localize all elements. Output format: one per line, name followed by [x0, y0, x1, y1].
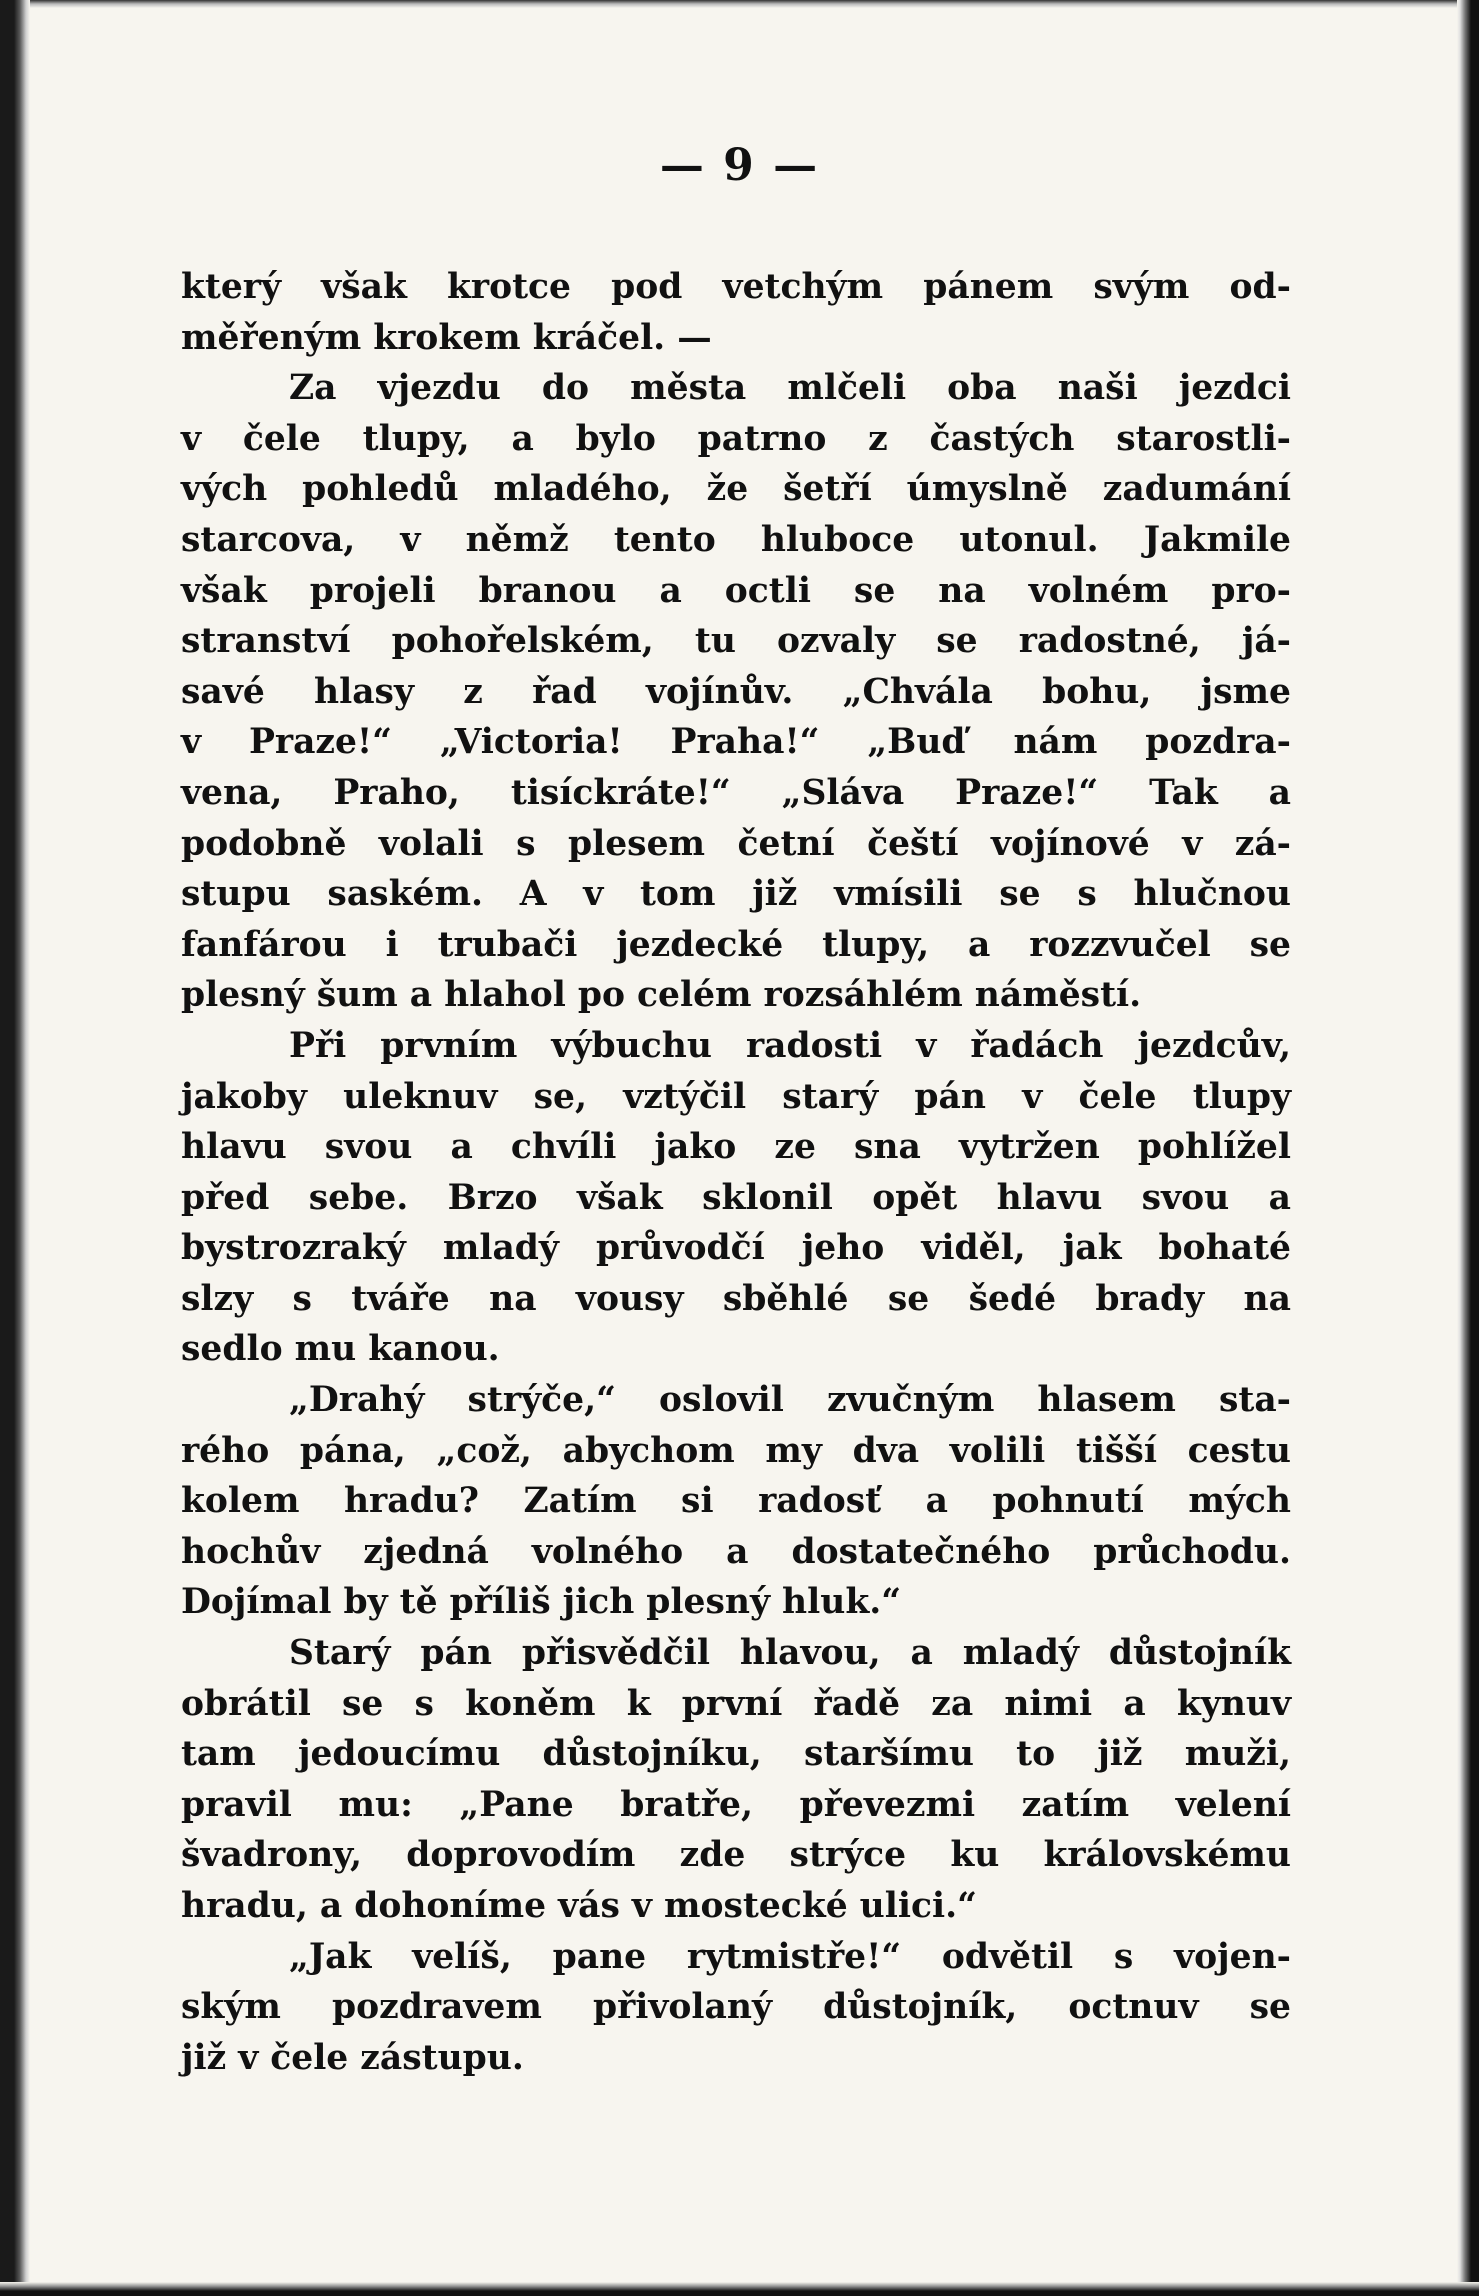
text-line: plesný šum a hlahol po celém rozsáhlém náměstí. — [181, 975, 1142, 1016]
text-line: stupu saském. A v tom již vmísili se s hlučnou — [181, 874, 1291, 915]
text-line: v Praze!“ „Victoria! Praha!“ „Buď nám pozdra- — [181, 722, 1291, 763]
text-line: tam jedoucímu důstojníku, staršímu to již muži, — [181, 1734, 1291, 1775]
text-line: měřeným krokem kráčel. — — [181, 317, 712, 358]
text-line: již v čele zástupu. — [181, 2037, 524, 2078]
text-line: hlavu svou a chvíli jako ze sna vytržen pohlížel — [181, 1127, 1291, 1168]
text-line: sedlo mu kanou. — [181, 1329, 500, 1370]
scan-edge-top — [0, 0, 1479, 8]
text-line: bystrozraký mladý průvodčí jeho viděl, jak bohaté — [181, 1228, 1291, 1269]
text-line: vých pohledů mladého, že šetří úmyslně zadumání — [181, 469, 1291, 510]
text-line: který však krotce pod vetchým pánem svým od- — [181, 267, 1291, 307]
text-line: hochův zjedná volného a dostatečného průchodu. — [181, 1531, 1291, 1572]
body-text — [181, 262, 1291, 2083]
text-line: savé hlasy z řad vojínův. „Chvála bohu, jsme — [181, 671, 1291, 712]
text-line: před sebe. Brzo však sklonil opět hlavu svou a — [181, 1177, 1291, 1218]
scan-edge-bottom — [0, 2282, 1479, 2296]
text-line: fanfárou i trubači jezdecké tlupy, a rozzvučel se — [181, 924, 1291, 965]
text-line: „Drahý strýče,“ oslovil zvučným hlasem sta- — [289, 1380, 1291, 1421]
text-line: stranství pohořelském, tu ozvaly se radostné, já- — [181, 621, 1291, 662]
text-line: „Jak velíš, pane rytmistře!“ odvětil s vojen- — [289, 1936, 1291, 1977]
text-line: starcova, v němž tento hluboce utonul. Jakmile — [181, 519, 1291, 560]
text-line: jakoby uleknuv se, vztýčil starý pán v čele tlupy — [181, 1076, 1291, 1117]
scan-edge-left — [0, 0, 30, 2296]
text-line: podobně volali s plesem četní čeští vojínové v zá- — [181, 823, 1291, 864]
text-line: ským pozdravem přivolaný důstojník, octnuv se — [181, 1987, 1291, 2028]
text-line: Za vjezdu do města mlčeli oba naši jezdci — [289, 368, 1291, 409]
text-line: obrátil se s koněm k první řadě za nimi a kynuv — [181, 1683, 1291, 1724]
text-line: slzy s tváře na vousy sběhlé se šedé brady na — [181, 1278, 1291, 1319]
text-line: Starý pán přisvědčil hlavou, a mladý důstojník — [289, 1633, 1291, 1674]
text-line: Při prvním výbuchu radosti v řadách jezdcův, — [289, 1025, 1291, 1066]
page-number: — 9 — — [659, 140, 820, 191]
text-line: kolem hradu? Zatím si radosť a pohnutí mých — [181, 1481, 1291, 1522]
text-line: však projeli branou a octli se na volném pro- — [181, 570, 1291, 611]
text-line: rého pána, „což, abychom my dva volili tišší cestu — [181, 1430, 1291, 1471]
text-line: hradu, a dohoníme vás v mostecké ulici.“ — [181, 1886, 977, 1926]
text-line: švadrony, doprovodím zde strýce ku královskému — [181, 1835, 1291, 1876]
text-line: vena, Praho, tisíckráte!“ „Sláva Praze!“ Tak a — [181, 772, 1291, 813]
scan-edge-right — [1457, 0, 1479, 2296]
text-line: Dojímal by tě příliš jich plesný hluk.“ — [181, 1582, 902, 1623]
text-line: v čele tlupy, a bylo patrno z častých starostli- — [181, 418, 1291, 459]
text-line: pravil mu: „Pane bratře, převezmi zatím velení — [181, 1784, 1291, 1825]
